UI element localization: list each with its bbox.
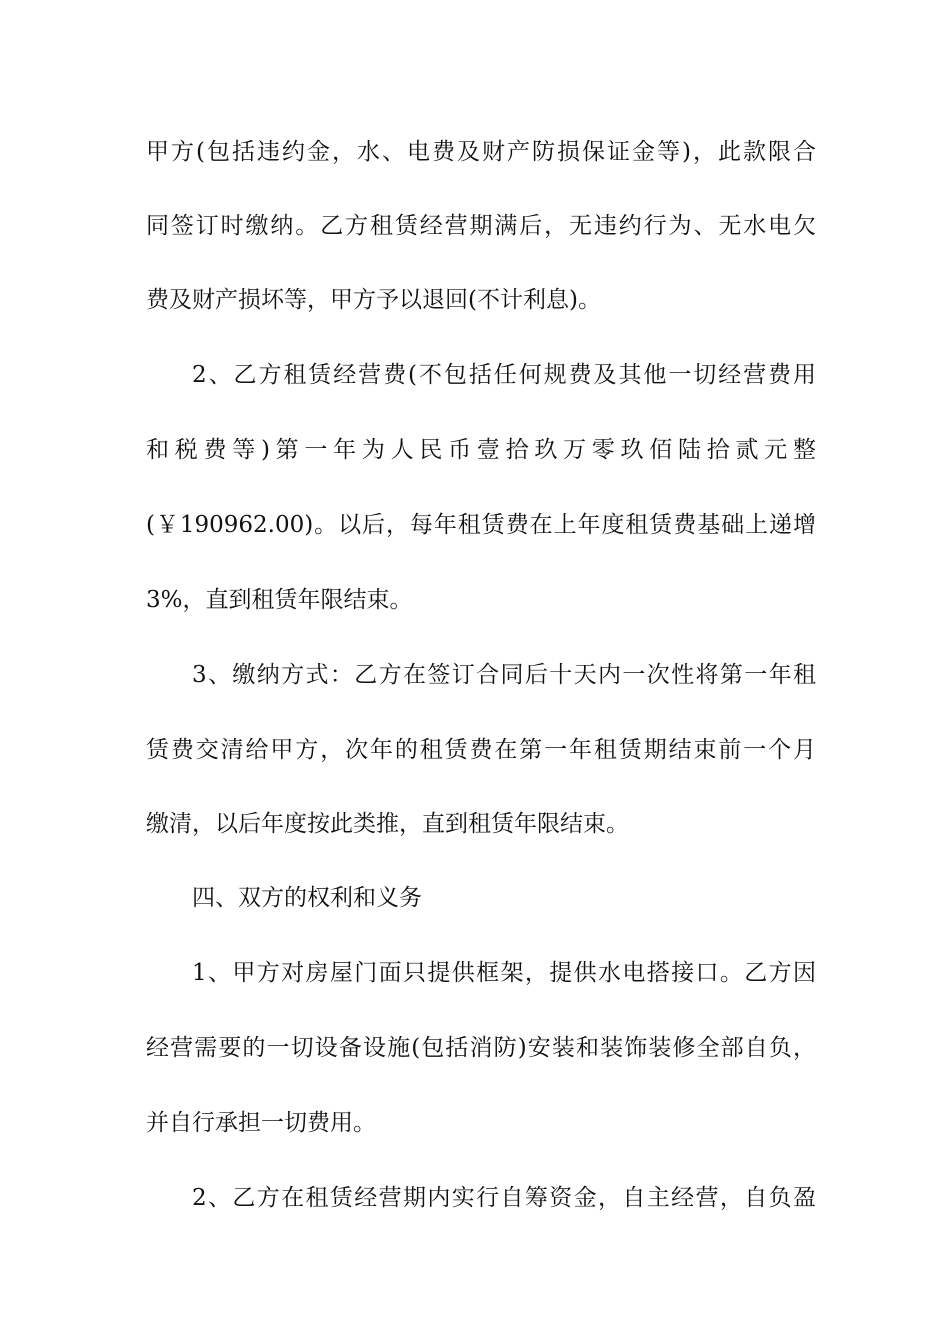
- section-heading: 四、双方的权利和义务: [192, 885, 422, 911]
- text-line: 甲方(包括违约金，水、电费及财产防损保证金等)，此款限合: [146, 139, 816, 165]
- text-line: 赁费交清给甲方，次年的租赁费在第一年租赁期结束前一个月: [146, 737, 816, 763]
- paragraph-start-line: 1、甲方对房屋门面只提供框架，提供水电搭接口。乙方因: [192, 960, 816, 986]
- paragraph-start-line: 3、缴纳方式：乙方在签订合同后十天内一次性将第一年租: [192, 662, 816, 688]
- text-line: 3%，直到租赁年限结束。: [146, 587, 413, 613]
- paragraph-start-line: 2、乙方租赁经营费(不包括任何规费及其他一切经营费用: [192, 362, 816, 388]
- text-line: 同签订时缴纳。乙方租赁经营期满后，无违约行为、无水电欠: [146, 213, 816, 239]
- text-line: 经营需要的一切设备设施(包括消防)安装和装饰装修全部自负，: [146, 1035, 816, 1061]
- text-line: (￥190962.00)。以后，每年租赁费在上年度租赁费基础上递增: [146, 512, 816, 538]
- text-line: 缴清，以后年度按此类推，直到租赁年限结束。: [146, 811, 629, 837]
- text-line: 费及财产损坏等，甲方予以退回(不计利息)。: [146, 287, 601, 313]
- text-line: 和税费等)第一年为人民币壹拾玖万零玖佰陆拾贰元整: [146, 437, 816, 463]
- paragraph-start-line: 2、乙方在租赁经营期内实行自筹资金，自主经营，自负盈: [192, 1185, 816, 1211]
- text-line: 并自行承担一切费用。: [146, 1110, 376, 1136]
